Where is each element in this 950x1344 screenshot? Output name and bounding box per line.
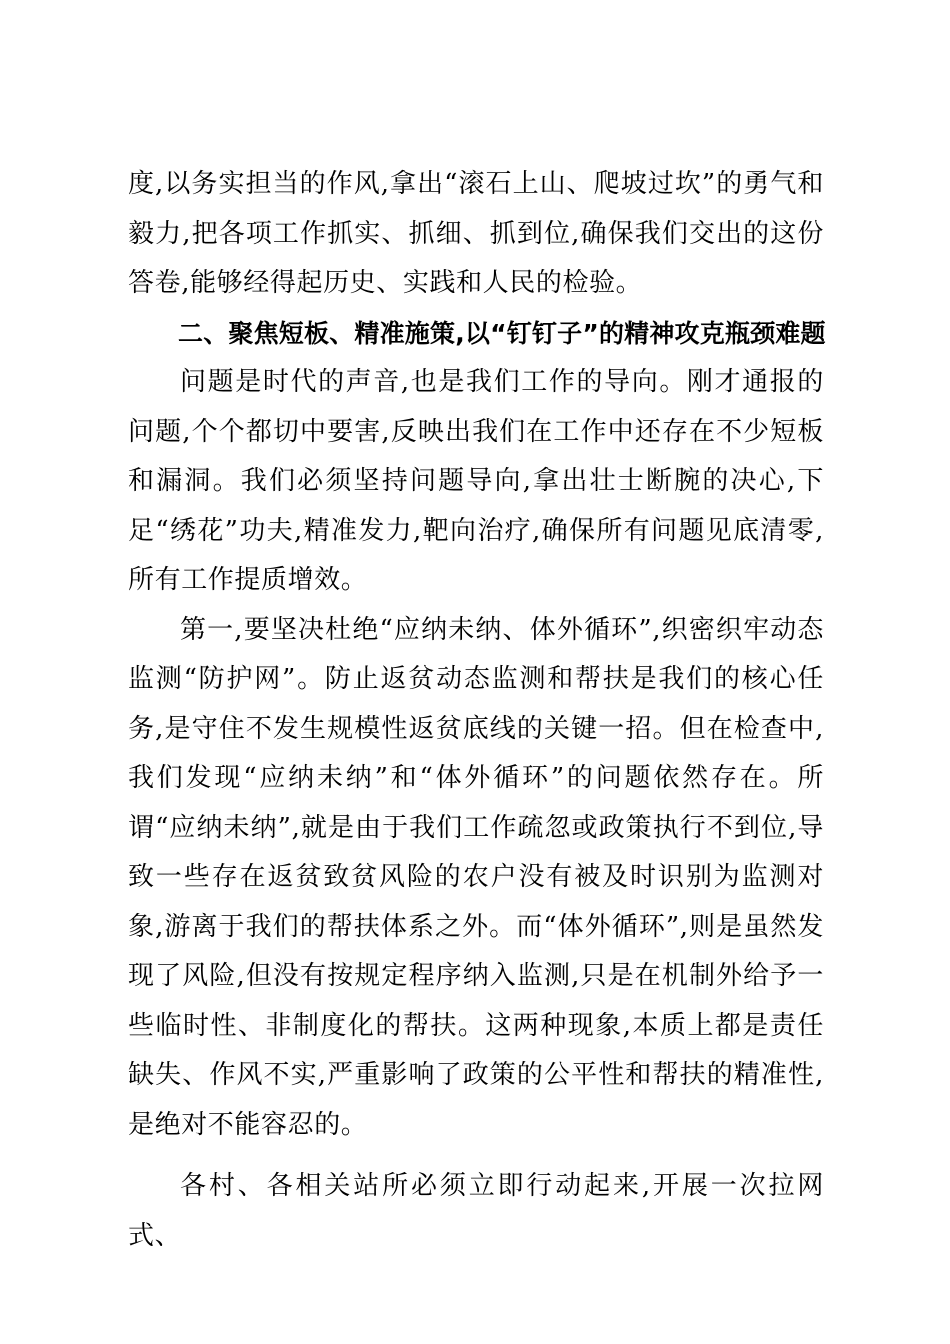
paragraph-action: 各村、各相关站所必须立即行动起来,开展一次拉网式、 [128,1171,824,1251]
paragraph-first-point: 第一,要坚决杜绝“应纳未纳、体外循环”,织密织牢动态监测“防护网”。防止返贫动态监测和帮扶是我们的核心任务,是守住不发生规模性返贫底线的关键一招。但在检查中,我们发现“应纳未纳”和“体外循环”的问题依然存在。所谓“应纳未纳”,就是由于我们工作疏忽或政策执行不到位,导致一些存在返贫致贫风险的农户没有被及时识别为监测对象,游离于我们的帮扶体系之外。而“体外循环”,则是虽然发现了风险,但没有按规定程序纳入监测,只是在机制外给予一些临时性、非制度化的帮扶。这两种现象,本质上都是责任缺失、作风不实,严重影响了政策的公平性和帮扶的精准性,是绝对不能容忍的。 [128,614,824,1140]
paragraph-problem-orientation: 问题是时代的声音,也是我们工作的导向。刚才通报的问题,个个都切中要害,反映出我们在工作中还存在不少短板和漏洞。我们必须坚持问题导向,拿出壮士断腕的决心,下足“绣花”功夫,精准发力,靶向治疗,确保所有问题见底清零,所有工作提质增效。 [128,367,824,595]
paragraph-continuation: 度,以务实担当的作风,拿出“滚石上山、爬坡过坎”的勇气和毅力,把各项工作抓实、抓细、抓到位,确保我们交出的这份答卷,能够经得起历史、实践和人民的检验。 [128,169,824,298]
document-body [128,160,824,1261]
section-heading: 二、聚焦短板、精准施策,以“钉钉子”的精神攻克瓶颈难题 [178,318,826,348]
